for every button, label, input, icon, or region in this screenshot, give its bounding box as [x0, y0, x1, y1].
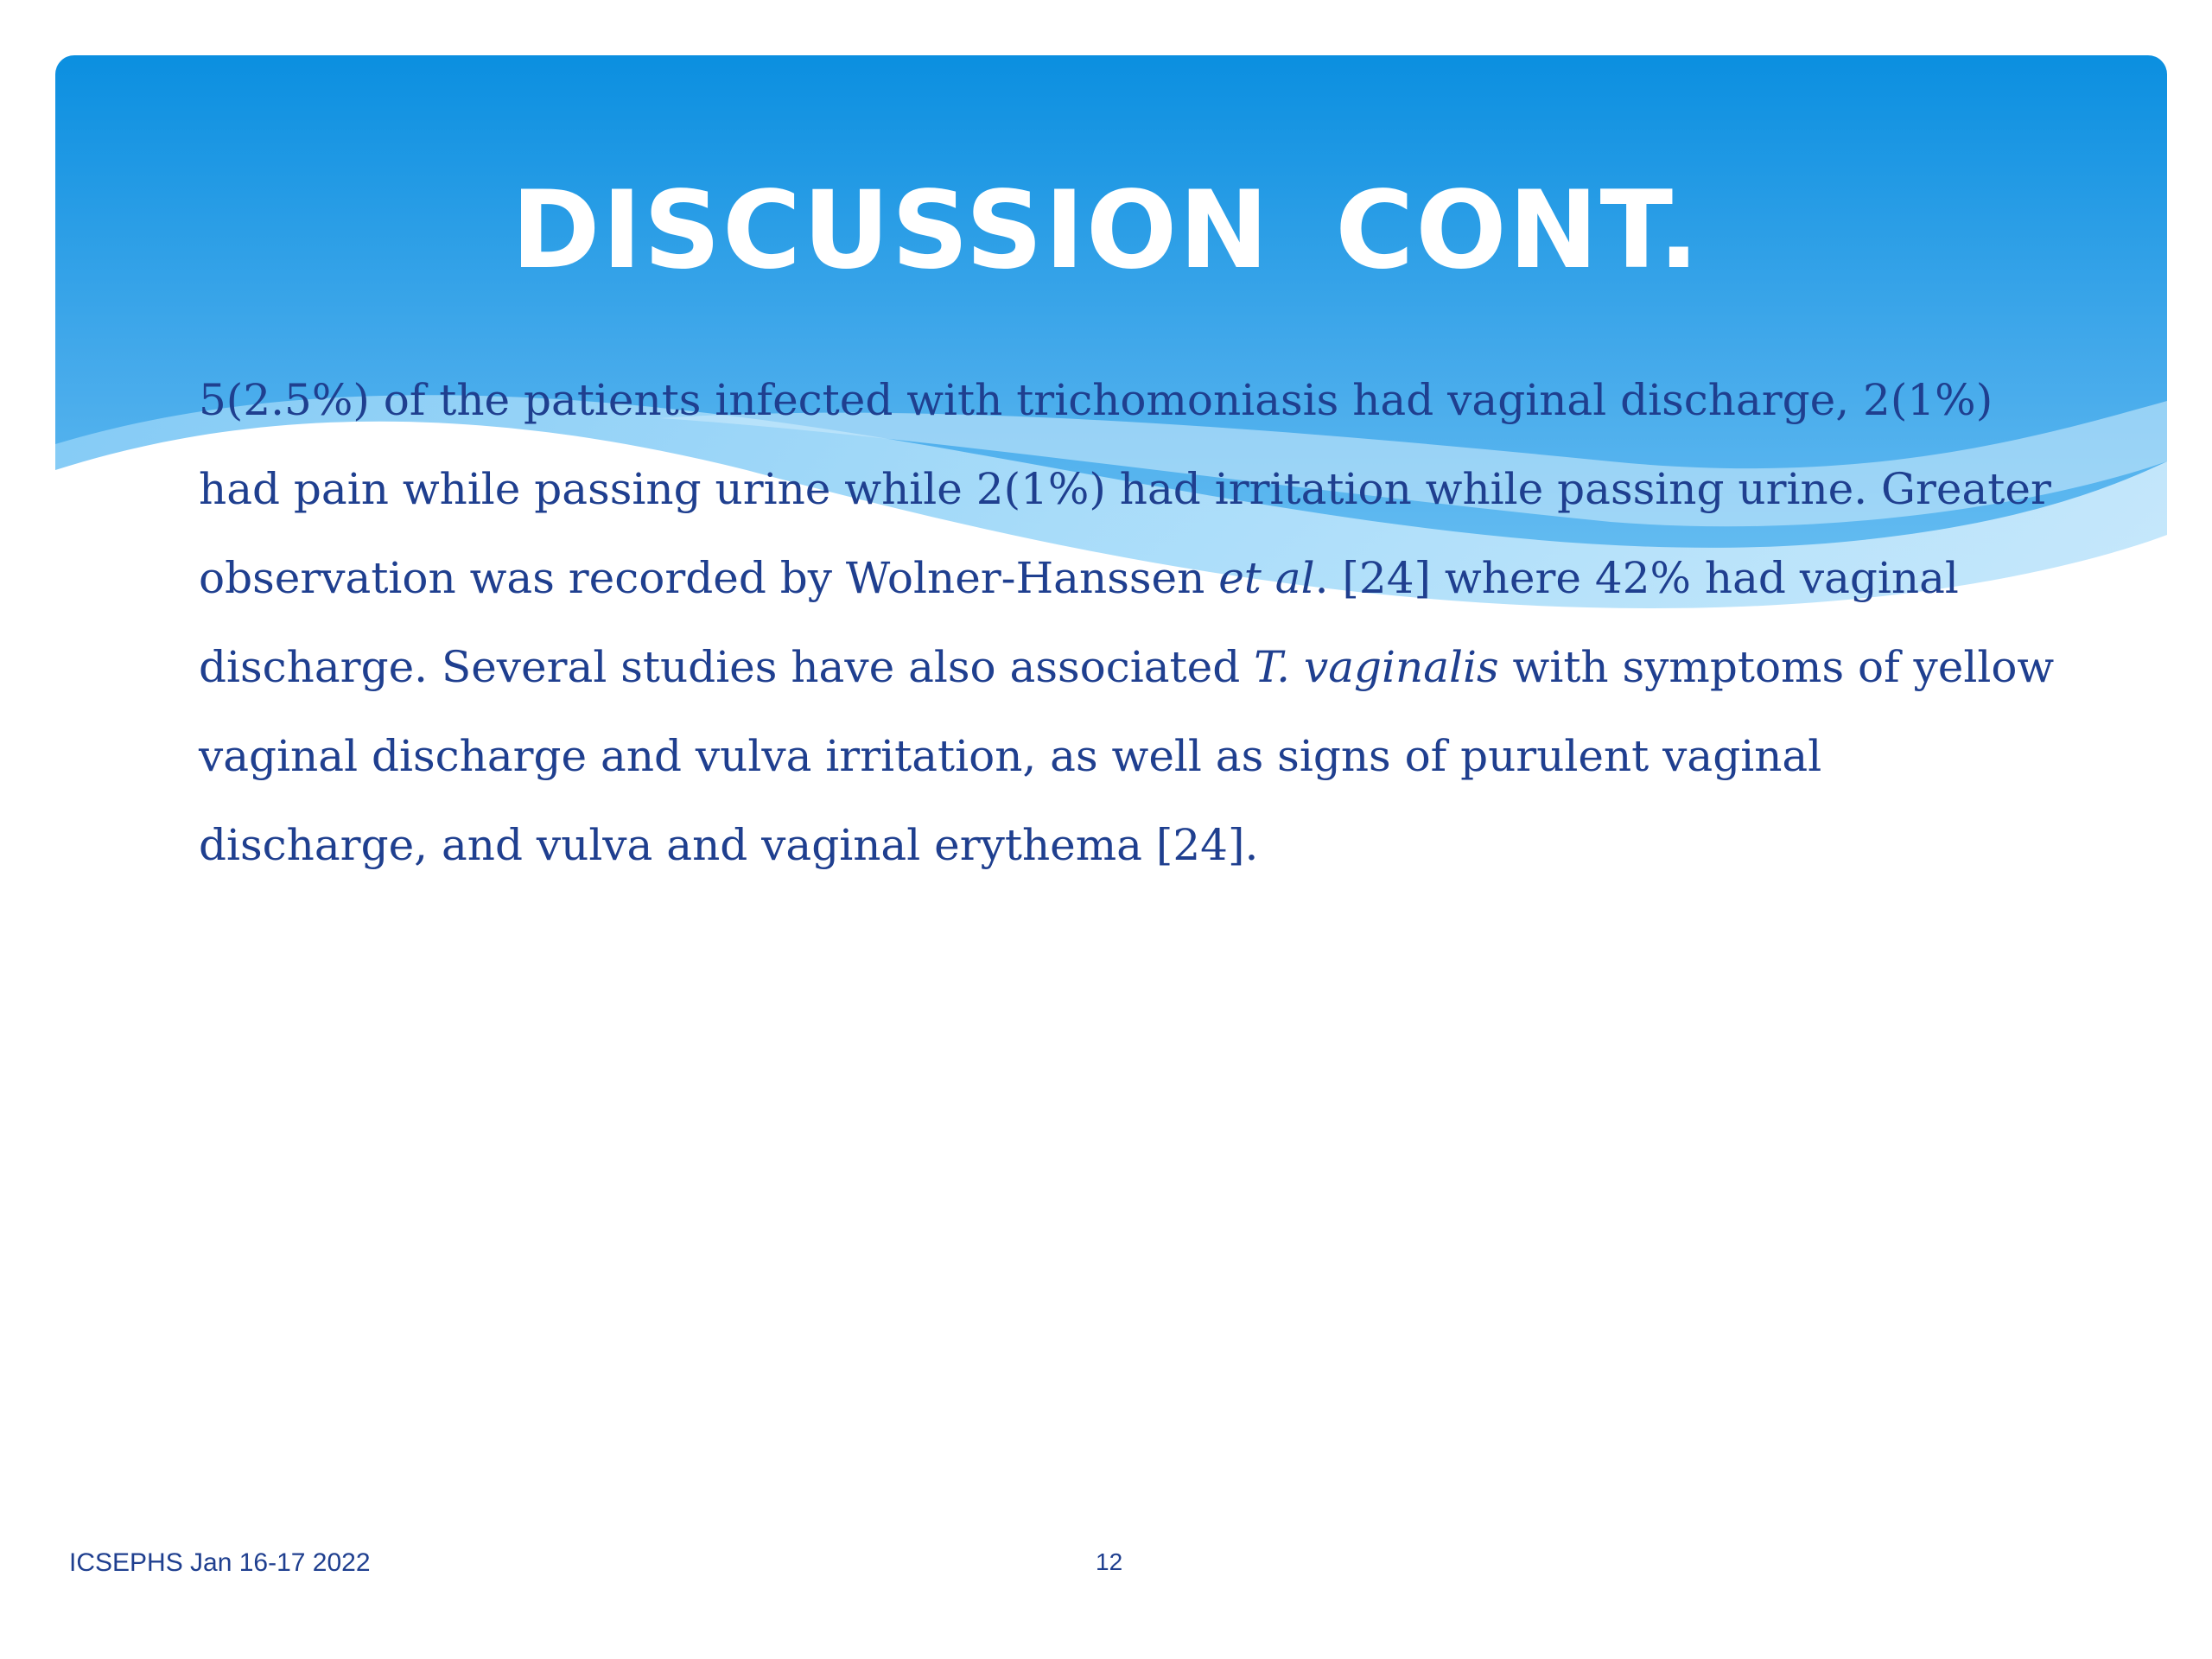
paragraph-text-part-1: 5(2.5%) of the patients infected with trichomoniasis had vaginal discharge, 2(1%) had pain while passing urine while 2(1%) had irritation while passing urine. Greater observation was recorded by Wolner-Hanssen: [199, 375, 2051, 603]
footer-event-label: ICSEPHS Jan 16-17 2022: [69, 1548, 371, 1577]
discussion-paragraph: [199, 356, 2056, 890]
slide-title: DISCUSSION CONT.: [511, 168, 1701, 293]
slide-page-number: 12: [1096, 1548, 1123, 1575]
paragraph-italic-species: T. vaginalis: [1254, 642, 1499, 692]
paragraph-text-part-3: with symptoms of yellow vaginal discharge and vulva irritation, as well as signs of purulent vaginal discharge, and vulva and vaginal erythema [24].: [199, 642, 2055, 870]
paragraph-italic-et-al: et al: [1218, 553, 1315, 603]
paragraph-text-part-2: . [24] where 42% had vaginal discharge. Several studies have also associated: [199, 553, 1959, 692]
